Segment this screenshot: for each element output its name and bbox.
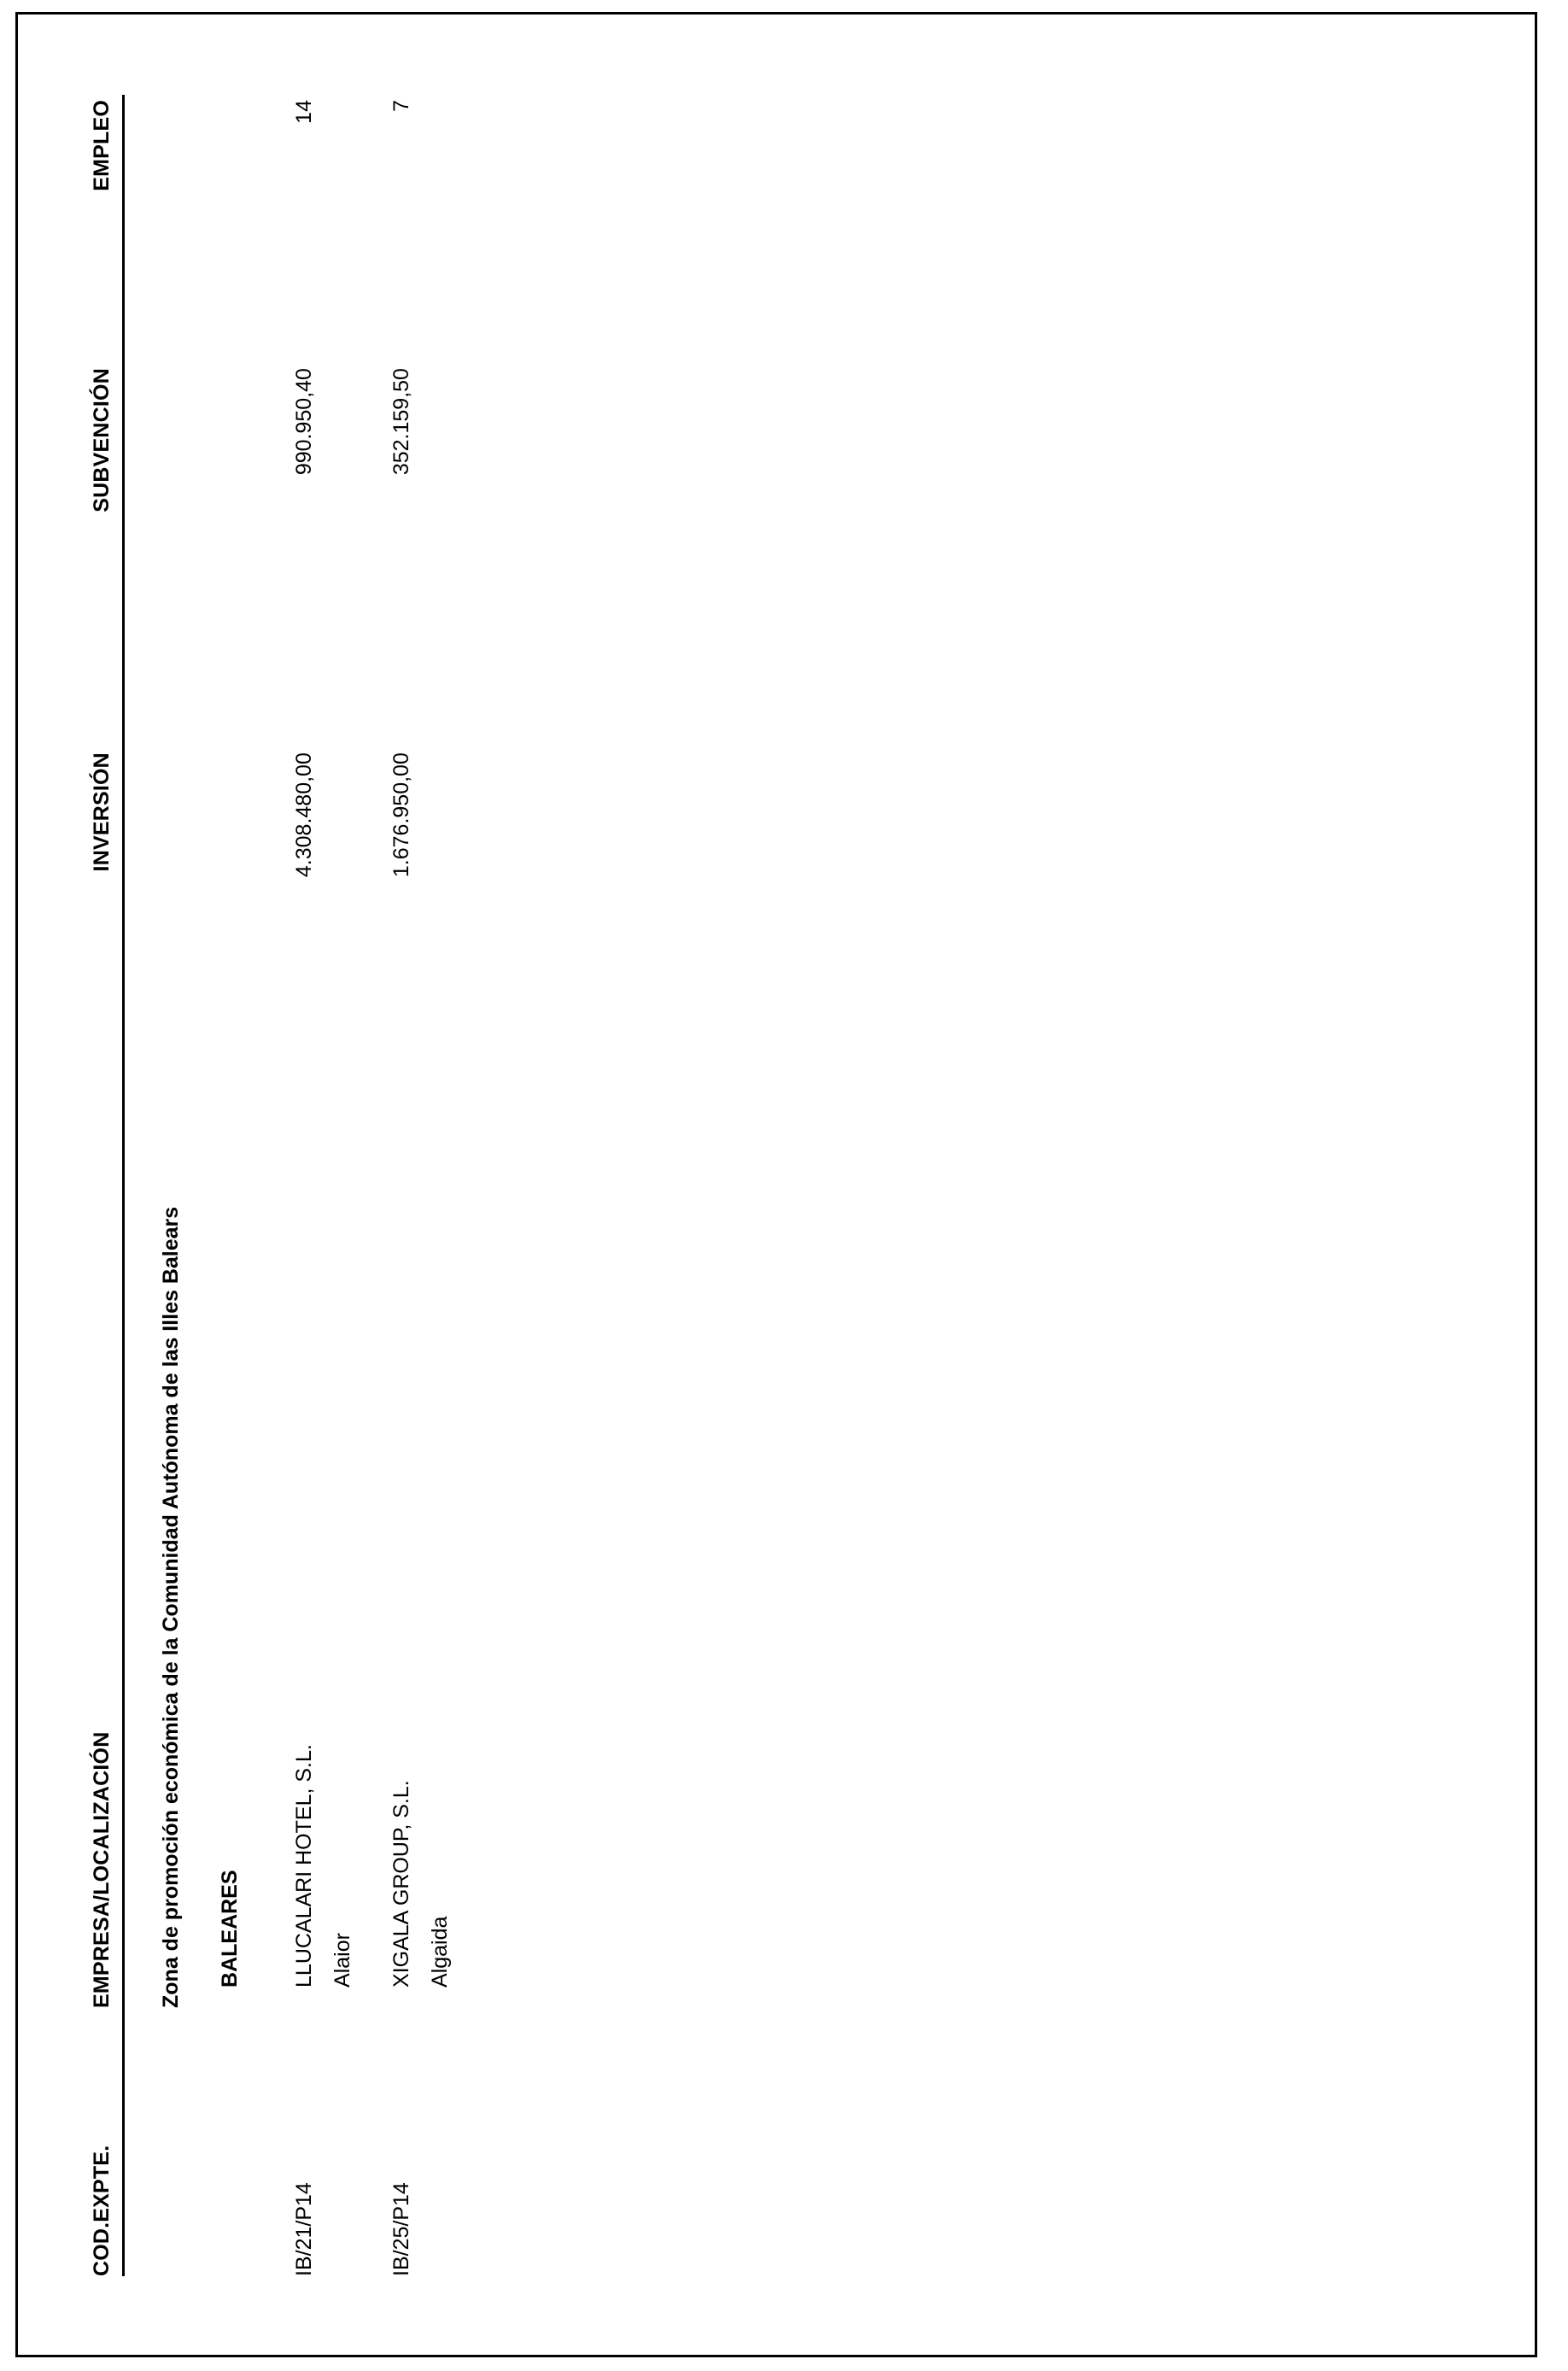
spacer-cell-4 [355,95,389,2276]
spacer-cell-3 [317,95,331,2276]
rotated-content-wrapper [23,13,1545,2358]
row-localidad: Alaior [331,1933,354,1988]
region-title-baleares: BALEARES [218,1870,242,1988]
row-empresa: LLUCALARI HOTEL, S.L. [292,1744,316,1988]
column-header-inversion: INVERSIÓN [90,747,124,1132]
row-empleo: 14 [292,100,316,124]
table-row-locality [331,95,355,2276]
spacer-cell-1 [184,95,218,2276]
section-title-row [124,95,184,2276]
column-header-subvencion: SUBVENCIÓN [90,363,124,747]
spacer-row-1 [184,95,218,2276]
table-sheet [23,13,1545,2358]
subsidies-table [90,95,1290,2276]
table-body [124,95,1290,2276]
tail-fill-cell [453,95,1290,2276]
column-header-cod-expte: COD.EXPTE. [90,2008,124,2276]
row-cod-expte: IB/21/P14 [292,2182,316,2276]
table-row [389,95,414,2276]
row-inversion: 4.308.480,00 [292,752,316,878]
row-inversion: 1.676.950,00 [389,752,413,878]
spacer-cell-2 [243,95,292,2276]
column-header-empleo: EMPLEO [90,95,124,363]
table-header [90,95,124,2276]
row-locality-spacer [428,2008,453,2276]
region-title-row [218,95,243,2276]
table-row [292,95,317,2276]
spacer-row-2 [243,95,292,2276]
row-locality-spacer [331,2008,355,2276]
row-empresa: XIGALA GROUP, S.L. [389,1780,413,1988]
row-subvencion: 990.950,40 [292,368,316,476]
column-header-empresa-localizacion: EMPRESA/LOCALIZACIÓN [90,1132,124,2008]
row-localidad: Algaida [428,1916,452,1988]
spacer-row-4 [355,95,389,2276]
row-subvencion: 352.159,50 [389,368,413,476]
row-empleo: 7 [389,100,413,112]
spacer-row-5 [414,95,428,2276]
section-title: Zona de promoción económica de la Comunidad Autónoma de las Illes Balears [159,1206,183,2008]
table-header-row [90,95,124,2276]
table-row-locality [428,95,453,2276]
region-title-spacer [218,2008,243,2276]
spacer-cell-5 [414,95,428,2276]
row-cod-expte: IB/25/P14 [389,2182,413,2276]
section-title-spacer [124,2008,184,2276]
table-tail-fill [453,95,1290,2276]
spacer-row-3 [317,95,331,2276]
